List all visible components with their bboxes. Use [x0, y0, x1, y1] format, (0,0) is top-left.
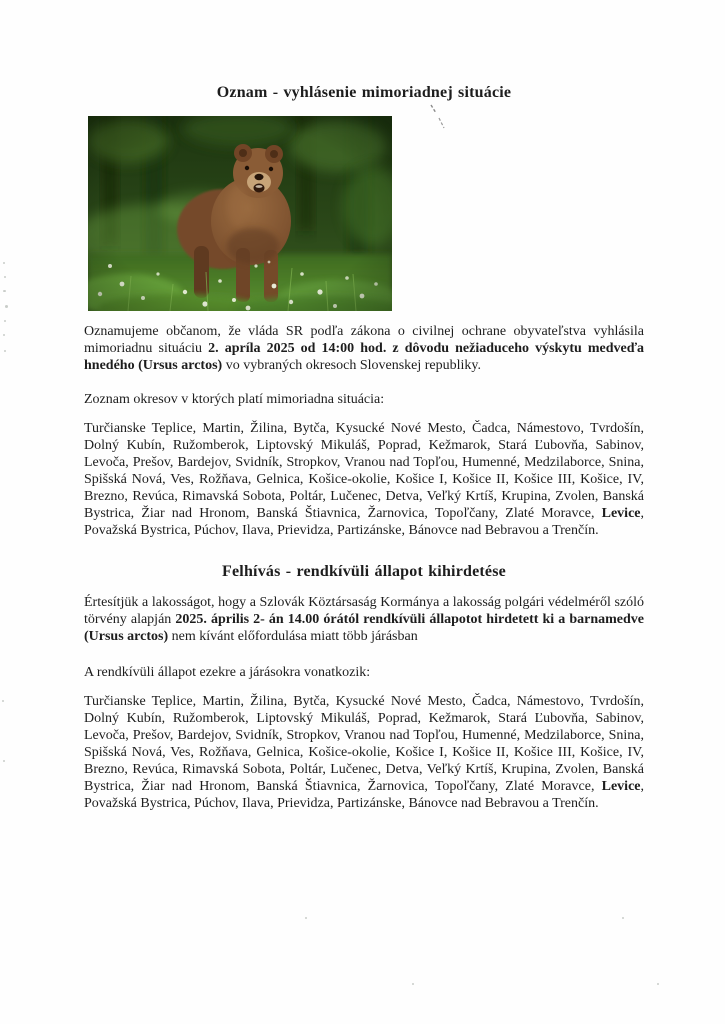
scan-speck	[412, 983, 414, 985]
scan-speck	[3, 262, 5, 264]
announcement-paragraph-sk: Oznamujeme občanom, že vláda SR podľa zákona o civilnej ochrane obyvateľstva vyhlásila mimoriadnu situáciu 2. apríla 2025 od 14:00 hod. z dôvodu nežiaduceho výskytu medveďa hnedého (Ursus arctos) vo vybraných okresoch Slovenskej republiky.	[84, 324, 644, 373]
district-list-label-hu: A rendkívüli állapot ezekre a járásokra vonatkozik:	[84, 665, 371, 680]
scan-speck	[3, 334, 5, 336]
scan-speck	[2, 700, 4, 702]
section-title-hu: Felhívás - rendkívüli állapot kihirdetése	[222, 563, 506, 580]
district-list-label-sk: Zoznam okresov v ktorých platí mimoriadna situácia:	[84, 392, 385, 407]
scan-speck	[4, 320, 6, 322]
scan-speck	[4, 350, 6, 352]
scan-speck	[3, 290, 6, 292]
scan-speck	[4, 276, 6, 278]
bear-photo	[88, 116, 392, 311]
document-content	[84, 84, 644, 812]
district-list-hu: Turčianske Teplice, Martin, Žilina, Bytča, Kysucké Nové Mesto, Čadca, Námestovo, Tvrdošín, Dolný Kubín, Ružomberok, Liptovský Mikuláš, Poprad, Kežmarok, Stará Ľubovňa, Sabinov, Levoča, Prešov, Bardejov, Svidník, Stropkov, Vranou nad Topľou, Humenné, Medzilaborce, Snina, Spišská Nová, Ves, Rožňava, Gelnica, Košice-okolie, Košice I, Košice II, Košice III, Košice, IV, Brezno, Revúca, Rimavská Sobota, Poltár, Lučenec, Detva, Veľký Krtíš, Krupina, Zvolen, Banská Bystrica, Žiar nad Hronom, Banská Štiavnica, Žarnovica, Topoľčany, Zlaté Moravce, Levice, Považská Bystrica, Púchov, Ilava, Prievidza, Partizánske, Bánovce nad Bebravou a Trenčín.	[84, 694, 644, 811]
scan-speck	[622, 917, 624, 919]
announcement-paragraph-hu: Értesítjük a lakosságot, hogy a Szlovák Köztársaság Kormánya a lakosság polgári védelméről szóló törvény alapján 2025. április 2- án 14.00 órától rendkívüli állapotot hirdetett ki a barnamedve (Ursus arctos) nem kívánt előfordulása miatt több járásban	[84, 595, 645, 644]
district-list-sk: Turčianske Teplice, Martin, Žilina, Bytča, Kysucké Nové Mesto, Čadca, Námestovo, Tvrdošín, Dolný Kubín, Ružomberok, Liptovský Mikuláš, Poprad, Kežmarok, Stará Ľubovňa, Sabinov, Levoča, Prešov, Bardejov, Svidník, Stropkov, Vranou nad Topľou, Humenné, Medzilaborce, Snina, Spišská Nová, Ves, Rožňava, Gelnica, Košice-okolie, Košice I, Košice II, Košice III, Košice, IV, Brezno, Revúca, Rimavská Sobota, Poltár, Lučenec, Detva, Veľký Krtíš, Krupina, Zvolen, Banská Bystrica, Žiar nad Hronom, Banská Štiavnica, Žarnovica, Topoľčany, Zlaté Moravce, Levice, Považská Bystrica, Púchov, Ilava, Prievidza, Partizánske, Bánovce nad Bebravou a Trenčín.	[84, 421, 644, 538]
scan-speck	[5, 305, 8, 308]
scan-speck	[305, 917, 307, 919]
scan-speck	[3, 760, 5, 762]
scan-speck	[657, 983, 659, 985]
page-title: Oznam - vyhlásenie mimoriadnej situácie	[216, 84, 512, 101]
